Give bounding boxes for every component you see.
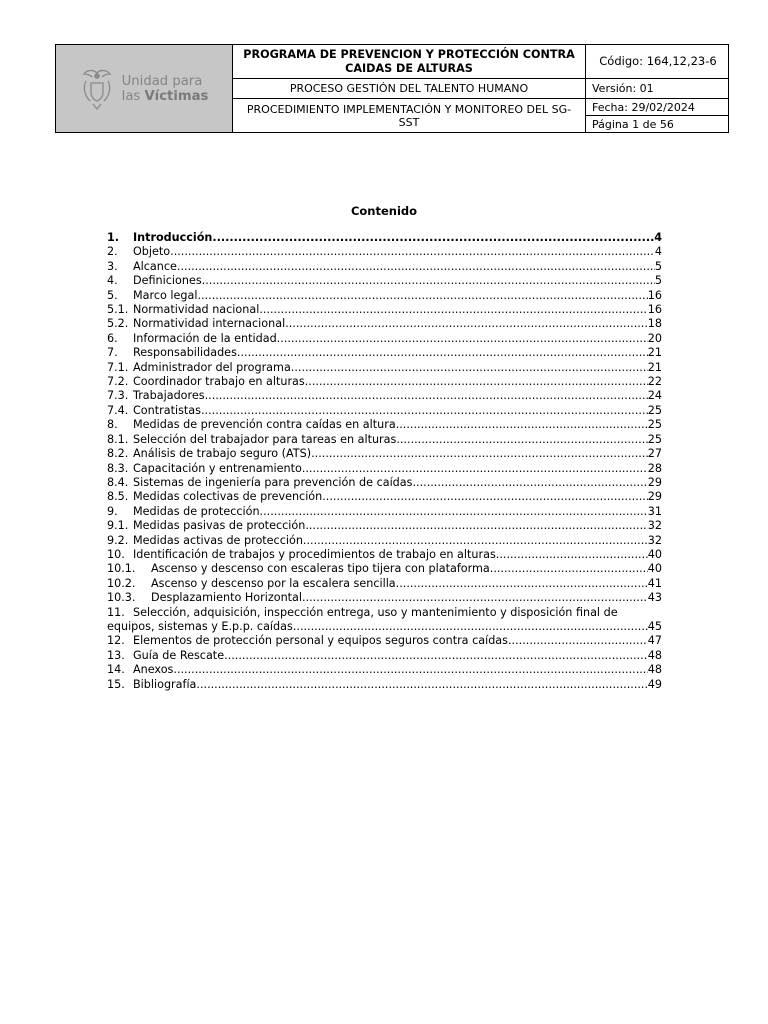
toc-entry-page: 43: [647, 591, 662, 605]
document-header: [55, 44, 729, 133]
toc-leader-dots: [305, 519, 647, 533]
toc-leader-dots: [396, 433, 647, 447]
toc-entry-number: 9.: [107, 504, 118, 518]
toc-entry-title: Guía de Rescate: [133, 648, 225, 662]
toc-entry-title: Medidas colectivas de prevención: [133, 490, 323, 504]
toc-entry-page: 4: [654, 231, 662, 244]
toc-entry-page: 18: [647, 317, 662, 331]
toc-entry-page: 25: [647, 403, 662, 417]
toc-entry-number: 7.: [107, 346, 118, 360]
toc-entry-page: 16: [647, 303, 662, 317]
toc-entry[interactable]: [107, 418, 662, 432]
toc-leader-dots: [396, 577, 648, 591]
toc-entry-continuation[interactable]: [107, 620, 662, 634]
toc-entry-number: 2.: [107, 245, 118, 259]
toc-entry[interactable]: [107, 303, 662, 317]
toc-entry-number: 8.1.: [107, 432, 129, 446]
toc-leader-dots: [311, 447, 648, 461]
toc-entry-title: Responsabilidades: [133, 346, 237, 360]
toc-entry-title: Sistemas de ingeniería para prevención de caídas: [133, 475, 413, 489]
toc-entry-title: Desplazamiento Horizontal: [151, 591, 303, 605]
toc-entry-title: Información de la entidad: [133, 331, 277, 345]
coat-of-arms-icon: [80, 67, 114, 111]
document-code: Código: 164,12,23-6: [586, 45, 729, 79]
toc-entry-page: 21: [647, 360, 662, 374]
toc-entry[interactable]: [107, 606, 662, 620]
toc-entry[interactable]: [107, 433, 662, 447]
toc-entry[interactable]: [107, 591, 662, 605]
toc-leader-dots: [205, 389, 648, 403]
toc-entry-number: 7.4.: [107, 403, 129, 417]
toc-leader-dots: [202, 274, 655, 288]
toc-entry-title: Marco legal: [133, 288, 198, 302]
toc-entry-title: Ascenso y descenso por la escalera sencilla: [151, 576, 396, 590]
toc-entry-number: 7.2.: [107, 375, 129, 389]
toc-leader-dots: [490, 562, 648, 576]
toc-entry-title-continued: equipos, sistemas y E.p.p. caídas: [107, 619, 293, 633]
toc-entry-title: Contratistas: [133, 403, 201, 417]
toc-entry[interactable]: [107, 231, 662, 245]
toc-entry-title: Selección, adquisición, inspección entrega, uso y mantenimiento y disposición final de: [133, 605, 618, 619]
toc-entry-number: 13.: [107, 648, 125, 662]
toc-entry-number: 8.2.: [107, 447, 129, 461]
toc-entry-title: Definiciones: [133, 274, 202, 288]
toc-entry-page: 25: [647, 418, 662, 432]
toc-entry-page: 32: [647, 533, 662, 547]
procedure-name: PROCEDIMIENTO IMPLEMENTACIÓN Y MONITOREO DEL SG-SST: [233, 99, 586, 133]
toc-entry[interactable]: [107, 404, 662, 418]
program-title: PROGRAMA DE PREVENCION Y PROTECCIÓN CONTRA CAIDAS DE ALTURAS: [233, 45, 586, 79]
toc-entry-number: 8.4.: [107, 475, 129, 489]
toc-entry-title: Medidas de prevención contra caídas en altura: [133, 418, 396, 432]
document-date: Fecha: 29/02/2024: [586, 99, 729, 116]
toc-entry-title: Medidas de protección: [133, 504, 260, 518]
toc-entry-number: 8.5.: [107, 490, 129, 504]
toc-entry-number: 11.: [107, 605, 125, 619]
toc-entry-page: 49: [647, 677, 662, 691]
toc-entry-number: 10.: [107, 547, 125, 561]
toc-entry-title: Identificación de trabajos y procedimientos de trabajo en alturas: [133, 547, 496, 561]
toc-entry[interactable]: [107, 332, 662, 346]
toc-leader-dots: [170, 245, 655, 259]
toc-entry[interactable]: [107, 375, 662, 389]
toc-leader-dots: [303, 534, 648, 548]
toc-entry-page: 27: [647, 447, 662, 461]
toc-entry[interactable]: [107, 389, 662, 403]
toc-entry-page: 25: [647, 432, 662, 446]
toc-entry-number: 5.2.: [107, 317, 129, 331]
toc-entry-title: Bibliografía: [133, 677, 197, 691]
toc-entry[interactable]: [107, 505, 662, 519]
toc-entry-number: 9.1.: [107, 519, 129, 533]
toc-entry[interactable]: [107, 317, 662, 331]
toc-entry-title: Administrador del programa: [133, 360, 291, 374]
toc-entry-page: 29: [647, 475, 662, 489]
toc-entry-number: 10.3.: [107, 591, 136, 605]
toc-leader-dots: [212, 231, 654, 245]
toc-entry-number: 8.: [107, 418, 118, 432]
toc-entry-page: 5: [654, 274, 662, 288]
toc-entry[interactable]: [107, 634, 662, 648]
toc-entry-title: Medidas pasivas de protección: [133, 519, 306, 533]
toc-entry[interactable]: [107, 577, 662, 591]
toc-entry-number: 6.: [107, 331, 118, 345]
toc-entry-page: 24: [647, 389, 662, 403]
toc-entry[interactable]: [107, 289, 662, 303]
toc-leader-dots: [277, 332, 648, 346]
toc-entry-number: 9.2.: [107, 533, 129, 547]
toc-entry[interactable]: [107, 562, 662, 576]
toc-entry-page: 41: [647, 576, 662, 590]
toc-leader-dots: [237, 346, 648, 360]
toc-leader-dots: [285, 317, 648, 331]
toc-entry-title: Objeto: [133, 245, 171, 259]
toc-entry-title: Normatividad nacional: [133, 303, 260, 317]
toc-entry[interactable]: [107, 260, 662, 274]
toc-leader-dots: [196, 678, 647, 692]
toc-entry-page: 48: [647, 648, 662, 662]
toc-entry[interactable]: [107, 346, 662, 360]
logo-text-bold: Víctimas: [144, 88, 209, 104]
toc-entry-page: 45: [647, 619, 662, 633]
toc-entry-title: Anexos: [133, 663, 174, 677]
toc-entry-page: 40: [647, 547, 662, 561]
toc-leader-dots: [201, 404, 648, 418]
toc-entry-number: 1.: [107, 231, 120, 244]
toc-entry-page: 29: [647, 490, 662, 504]
toc-leader-dots: [291, 361, 648, 375]
toc-entry[interactable]: [107, 245, 662, 259]
toc-entry[interactable]: [107, 490, 662, 504]
toc-entry[interactable]: [107, 548, 662, 562]
toc-leader-dots: [302, 591, 648, 605]
toc-entry-number: 14.: [107, 663, 125, 677]
toc-entry-title: Alcance: [133, 259, 177, 273]
toc-entry-title: Elementos de protección personal y equipos seguros contra caídas: [133, 634, 508, 648]
process-name: PROCESO GESTIÓN DEL TALENTO HUMANO: [233, 79, 586, 99]
toc-entry-page: 5: [654, 259, 662, 273]
toc-entry-page: 20: [647, 331, 662, 345]
logo-text-line1: Unidad para: [121, 73, 203, 89]
logo-text-prefix: las: [121, 88, 145, 104]
toc-entry-title: Ascenso y descenso con escaleras tipo tijera con plataforma: [151, 562, 490, 576]
toc-entry-title: Trabajadores: [133, 389, 205, 403]
toc-leader-dots: [496, 548, 648, 562]
toc-entry-title: Coordinador trabajo en alturas: [133, 375, 305, 389]
toc-leader-dots: [508, 634, 648, 648]
toc-entry-page: 47: [647, 634, 662, 648]
document-version: Versión: 01: [586, 79, 729, 99]
toc-leader-dots: [396, 418, 648, 432]
toc-entry-title: Selección del trabajador para tareas en alturas: [133, 432, 397, 446]
toc-leader-dots: [412, 476, 647, 490]
table-of-contents: [107, 231, 662, 692]
toc-entry-number: 5.: [107, 288, 118, 302]
toc-title: Contenido: [350, 204, 418, 218]
toc-entry-page: 22: [647, 375, 662, 389]
toc-entry-number: 15.: [107, 677, 125, 691]
toc-leader-dots: [293, 620, 648, 634]
toc-leader-dots: [259, 303, 647, 317]
toc-entry-title: Análisis de trabajo seguro (ATS): [133, 447, 312, 461]
toc-entry[interactable]: [107, 663, 662, 677]
toc-entry-page: 40: [647, 562, 662, 576]
toc-entry-number: 4.: [107, 274, 118, 288]
page-number: Página 1 de 56: [586, 116, 729, 133]
toc-entry[interactable]: [107, 534, 662, 548]
toc-leader-dots: [322, 490, 648, 504]
toc-leader-dots: [305, 375, 648, 389]
toc-entry-page: 4: [654, 245, 662, 259]
toc-entry-number: 12.: [107, 634, 125, 648]
toc-entry[interactable]: [107, 447, 662, 461]
logo-cell: [56, 45, 233, 133]
toc-entry-number: 3.: [107, 259, 118, 273]
toc-entry[interactable]: [107, 361, 662, 375]
toc-entry[interactable]: [107, 476, 662, 490]
toc-leader-dots: [173, 663, 647, 677]
toc-entry-title: Introducción: [133, 231, 213, 244]
toc-entry-page: 28: [647, 461, 662, 475]
toc-entry[interactable]: [107, 274, 662, 288]
toc-entry-number: 5.1.: [107, 303, 129, 317]
toc-entry-number: 7.1.: [107, 360, 129, 374]
unidad-victimas-logo: [56, 46, 232, 132]
toc-leader-dots: [260, 505, 648, 519]
toc-entry-page: 32: [647, 519, 662, 533]
toc-entry-number: 7.3.: [107, 389, 129, 403]
toc-entry-number: 10.1.: [107, 562, 136, 576]
toc-entry[interactable]: [107, 649, 662, 663]
toc-entry-title: Capacitación y entrenamiento: [133, 461, 302, 475]
toc-entry-title: Normatividad internacional: [133, 317, 286, 331]
toc-entry-page: 21: [647, 346, 662, 360]
toc-entry-number: 8.3.: [107, 461, 129, 475]
toc-entry[interactable]: [107, 678, 662, 692]
toc-leader-dots: [302, 462, 648, 476]
toc-leader-dots: [224, 649, 648, 663]
toc-entry-page: 48: [647, 663, 662, 677]
toc-entry-page: 16: [647, 288, 662, 302]
toc-leader-dots: [197, 289, 647, 303]
toc-entry-title: Medidas activas de protección: [133, 533, 303, 547]
toc-entry[interactable]: [107, 519, 662, 533]
toc-entry-number: 10.2.: [107, 576, 136, 590]
toc-leader-dots: [177, 260, 655, 274]
toc-entry[interactable]: [107, 462, 662, 476]
toc-entry-page: 31: [647, 504, 662, 518]
